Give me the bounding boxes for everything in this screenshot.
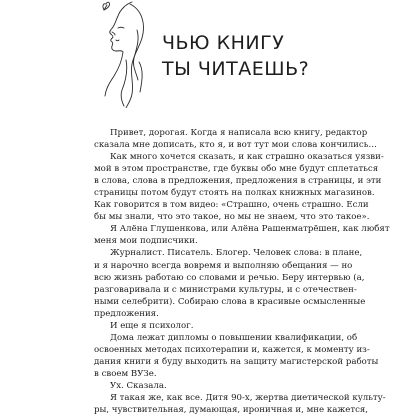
text-line: мой в этом пространстве, где буквы обо мне будут сплетаться (94, 164, 379, 175)
paragraph (94, 247, 366, 319)
paragraph (94, 332, 379, 380)
text-line: предложения. (94, 308, 159, 319)
text-line: сказала мне дописать, кто я, и вот тут мои слова кончились… (94, 140, 377, 151)
text-line: в слова, слова в предложения, предложения в страницы, и эти (94, 176, 382, 187)
text-line: Дома лежат дипломы о повышении квалификации, об (110, 332, 358, 343)
text-line: меня мои подписчики. (94, 236, 198, 247)
text-line: ными селебрити). Собираю слова в красивые осмысленные (94, 296, 366, 307)
text-line: Как говорится в том видео: «Страшно, очень страшно. Если (94, 200, 369, 211)
paragraph (94, 320, 350, 332)
paragraph (94, 223, 390, 247)
text-line: Журналист. Писатель. Блогер. Человек слова: в плане, (110, 248, 363, 259)
text-line: освоенных методах психотерапии и, кажется, к моменту из- (94, 344, 370, 355)
text-line: Ух. Сказала. (110, 380, 167, 391)
paragraph (94, 380, 350, 392)
woman-profile-line-illustration (82, 0, 152, 108)
text-line: Я такая же, как все. Дитя 90-х, жертва диетической культу- (110, 393, 386, 404)
body-text (94, 127, 390, 416)
text-line: Я Алёна Глушенкова, или Алёна Рашенматрёшен, как любят (110, 224, 390, 235)
text-line: страницы потом будут стоять на полках книжных магазинов. (94, 188, 375, 199)
text-line: И еще я психолог. (110, 320, 194, 331)
text-line: и я нарочно всегда вовремя и выполняю обещания — но (94, 260, 353, 271)
paragraph (94, 151, 384, 223)
chapter-heading-line-1: ЧЬЮ КНИГУ (162, 32, 285, 54)
text-line: в своем ВУЗе. (94, 368, 157, 379)
text-line: ры, чувствительная, думающая, ироничная и, мне кажется, (94, 405, 369, 416)
text-line: бы мы знали, что это такое, но мы не знаем, что это такое». (94, 212, 370, 223)
chapter-heading (162, 30, 362, 82)
paragraph (94, 127, 377, 151)
chapter-heading-line-2: ТЫ ЧИТАЕШЬ? (162, 58, 310, 80)
text-line: Привет, дорогая. Когда я написала всю книгу, редактор (110, 128, 368, 138)
text-line: всю жизнь работаю со словами и речью. Беру интервью (а, (94, 272, 365, 283)
text-line: разговаривала и с министрами культуры, и с отечествен- (94, 284, 357, 295)
text-line: дания книги я буду выходить на защиту магистерской работы (94, 356, 379, 367)
paragraph (94, 392, 386, 416)
text-line: Как много хочется сказать, и как страшно оказаться уязви- (110, 152, 384, 163)
